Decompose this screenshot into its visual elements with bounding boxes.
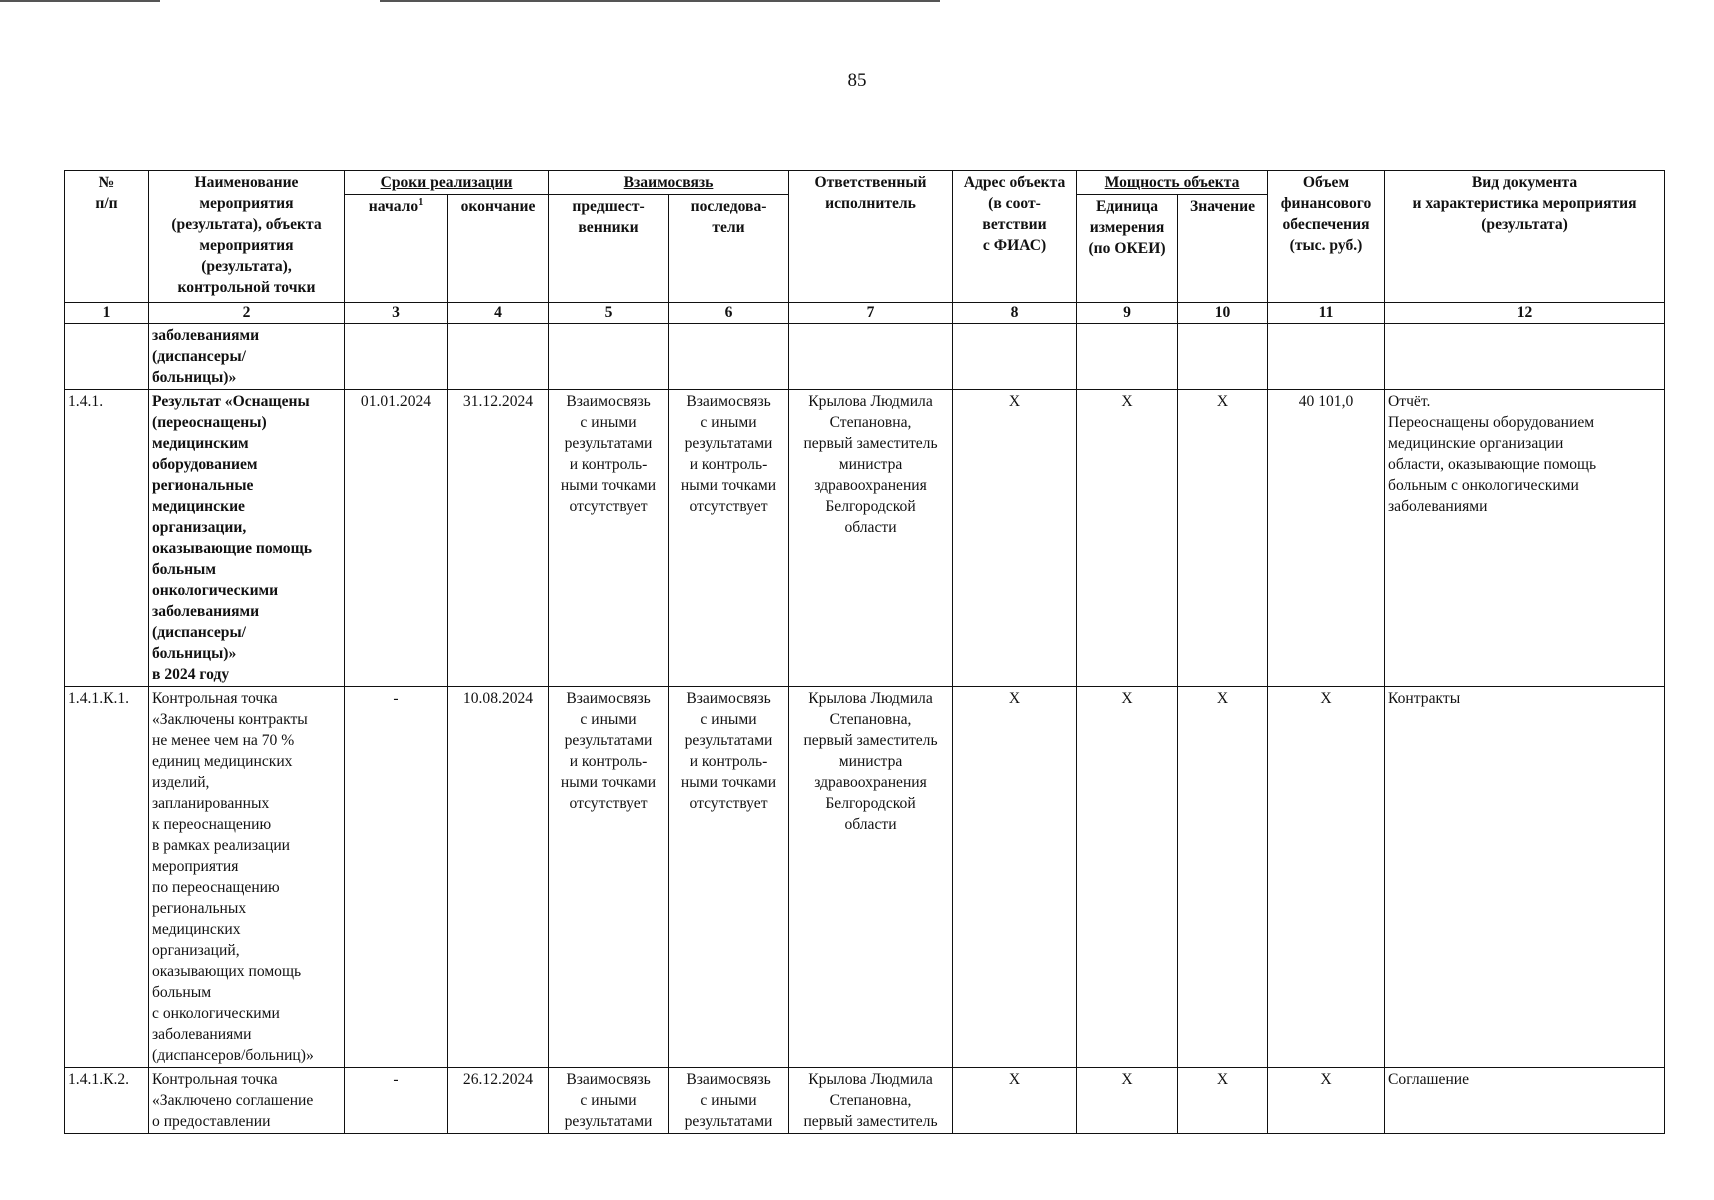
row-address <box>953 324 1077 390</box>
row-num: 1.4.1.К.2. <box>65 1068 149 1134</box>
header-unit: Единица измерения (по ОКЕИ) <box>1077 195 1178 303</box>
header-num: № п/п <box>65 171 149 303</box>
row-name: Контрольная точка «Заключено соглашение о предоставлении <box>149 1068 345 1134</box>
column-number: 1 <box>65 303 149 324</box>
row-value <box>1178 324 1268 390</box>
row-end: 31.12.2024 <box>448 390 549 687</box>
row-unit: X <box>1077 1068 1178 1134</box>
row-name: Результат «Оснащены (переоснащены) медицинским оборудованием региональные медицинские организации, оказывающие помощь больным онкологическими заболеваниями (диспансеры/ больницы)» в 2024 году <box>149 390 345 687</box>
row-value: X <box>1178 687 1268 1068</box>
row-responsible: Крылова Людмила Степановна, первый заместитель министра здравоохранения Белгородской области <box>789 687 953 1068</box>
row-start: 01.01.2024 <box>345 390 448 687</box>
row-unit: X <box>1077 687 1178 1068</box>
row-num <box>65 324 149 390</box>
header-links: Взаимосвязь <box>549 171 789 195</box>
table-row <box>65 1068 1665 1134</box>
header-power: Мощность объекта <box>1077 171 1268 195</box>
scan-edge-line <box>0 0 160 2</box>
row-financing: X <box>1268 1068 1385 1134</box>
row-end: 26.12.2024 <box>448 1068 549 1134</box>
row-document: Отчёт. Переоснащены оборудованием медицинские организации области, оказывающие помощь больным с онкологическими заболеваниями <box>1385 390 1665 687</box>
header-address: Адрес объекта (в соот- ветствии с ФИАС) <box>953 171 1077 303</box>
header-predecessors: предшест- венники <box>549 195 669 303</box>
column-number: 2 <box>149 303 345 324</box>
row-predecessors <box>549 324 669 390</box>
row-num: 1.4.1. <box>65 390 149 687</box>
row-name: Контрольная точка «Заключены контракты не менее чем на 70 % единиц медицинских изделий, запланированных к переоснащению в рамках реализации мероприятия по переоснащению региональных медицинских организаций, оказывающих помощь больным с онкологическими заболеваниями (диспансеров/больниц)» <box>149 687 345 1068</box>
row-end <box>448 324 549 390</box>
table-row <box>65 324 1665 390</box>
row-financing: 40 101,0 <box>1268 390 1385 687</box>
row-value: X <box>1178 390 1268 687</box>
header-financing: Объем финансового обеспечения (тыс. руб.) <box>1268 171 1385 303</box>
column-number: 9 <box>1077 303 1178 324</box>
row-financing <box>1268 324 1385 390</box>
column-number: 12 <box>1385 303 1665 324</box>
scan-edge-line <box>380 0 940 2</box>
column-number: 8 <box>953 303 1077 324</box>
row-document: Контракты <box>1385 687 1665 1068</box>
header-value: Значение <box>1178 195 1268 303</box>
plan-table <box>64 170 1665 1134</box>
row-num: 1.4.1.К.1. <box>65 687 149 1068</box>
row-successors <box>669 324 789 390</box>
row-address: X <box>953 390 1077 687</box>
table-row <box>65 687 1665 1068</box>
row-value: X <box>1178 1068 1268 1134</box>
column-number: 4 <box>448 303 549 324</box>
row-document: Соглашение <box>1385 1068 1665 1134</box>
page-number: 85 <box>847 70 867 91</box>
row-financing: X <box>1268 687 1385 1068</box>
header-successors: последова- тели <box>669 195 789 303</box>
header-terms: Сроки реализации <box>345 171 549 195</box>
row-start: - <box>345 1068 448 1134</box>
header-start: начало$^1$ <box>345 195 448 303</box>
column-number: 3 <box>345 303 448 324</box>
row-responsible: Крылова Людмила Степановна, первый заместитель <box>789 1068 953 1134</box>
row-predecessors: Взаимосвязь с иными результатами <box>549 1068 669 1134</box>
row-predecessors: Взаимосвязь с иными результатами и контроль- ными точками отсутствует <box>549 687 669 1068</box>
row-successors: Взаимосвязь с иными результатами и контроль- ными точками отсутствует <box>669 390 789 687</box>
table-row <box>65 390 1665 687</box>
row-end: 10.08.2024 <box>448 687 549 1068</box>
column-number: 6 <box>669 303 789 324</box>
row-responsible: Крылова Людмила Степановна, первый заместитель министра здравоохранения Белгородской области <box>789 390 953 687</box>
column-number: 11 <box>1268 303 1385 324</box>
row-unit: X <box>1077 390 1178 687</box>
row-successors: Взаимосвязь с иными результатами <box>669 1068 789 1134</box>
column-number-row <box>65 303 1665 324</box>
row-responsible <box>789 324 953 390</box>
row-unit <box>1077 324 1178 390</box>
row-name: заболеваниями (диспансеры/ больницы)» <box>149 324 345 390</box>
row-document <box>1385 324 1665 390</box>
row-successors: Взаимосвязь с иными результатами и контроль- ными точками отсутствует <box>669 687 789 1068</box>
header-name: Наименование мероприятия (результата), объекта мероприятия (результата), контрольной точки <box>149 171 345 303</box>
header-end: окончание <box>448 195 549 303</box>
row-start: - <box>345 687 448 1068</box>
column-number: 5 <box>549 303 669 324</box>
row-address: X <box>953 1068 1077 1134</box>
column-number: 7 <box>789 303 953 324</box>
column-number: 10 <box>1178 303 1268 324</box>
footnote-mark: 1 <box>418 196 424 208</box>
table-header <box>65 171 1665 303</box>
row-address: X <box>953 687 1077 1068</box>
row-start <box>345 324 448 390</box>
header-document: Вид документа и характеристика мероприятия (результата) <box>1385 171 1665 303</box>
header-responsible: Ответственный исполнитель <box>789 171 953 303</box>
row-predecessors: Взаимосвязь с иными результатами и контроль- ными точками отсутствует <box>549 390 669 687</box>
